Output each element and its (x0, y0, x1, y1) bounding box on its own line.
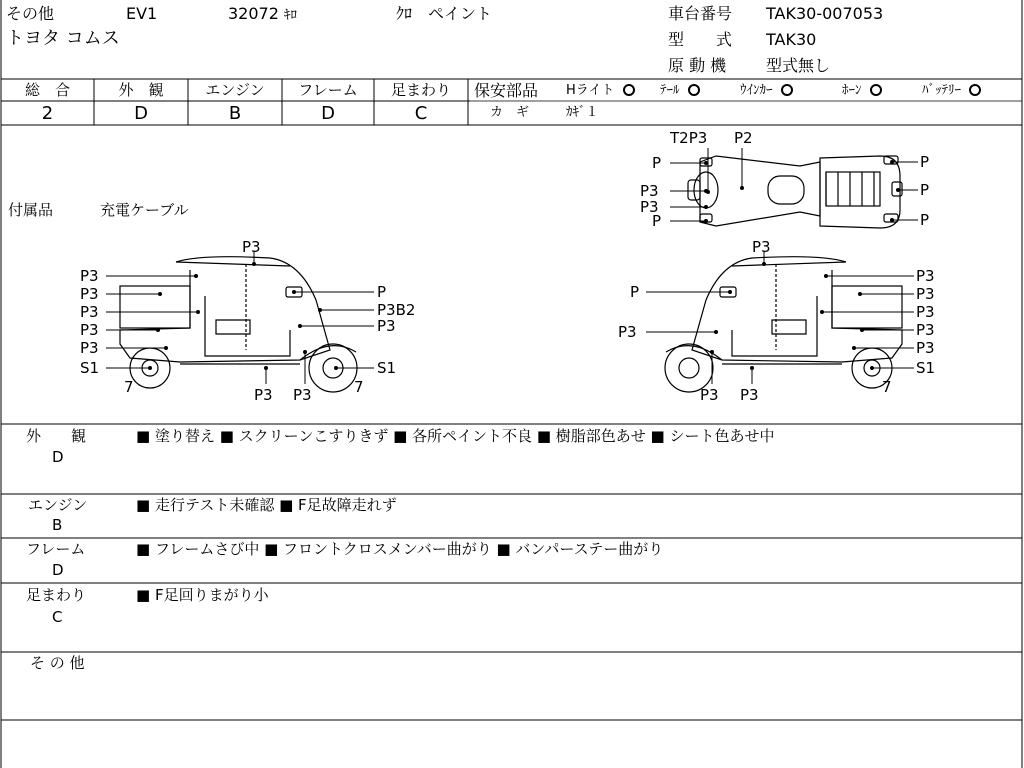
tag-left-num: 7 (124, 378, 134, 396)
tag-left-right-4: S1 (377, 359, 397, 377)
key-label: カ ギ (490, 105, 530, 120)
grade-header-engine: エンジン (205, 81, 265, 99)
engine-label: 原 動 機 (668, 56, 727, 75)
tag-top-left-2: P3 (640, 182, 659, 200)
remark-engine-title: エンジン (28, 496, 88, 514)
safety-item-horn: ﾎｰﾝ (842, 84, 882, 97)
right-side-drawing (665, 257, 902, 392)
left-side-drawing (120, 257, 357, 392)
check-circle-icon (623, 84, 635, 96)
chassis-value: TAK30-007053 (766, 4, 884, 23)
safety-item-tail: ﾃｰﾙ (660, 84, 700, 97)
tag-top-right-2: P (920, 181, 930, 199)
tag-left-3: P3 (80, 303, 99, 321)
tag-right-left-2: P3 (618, 323, 637, 341)
tag-left-2: P3 (80, 285, 99, 303)
type-label: 型 式 (668, 30, 733, 49)
tag-left-6: S1 (80, 359, 100, 377)
model-code-text: EV1 (126, 4, 158, 23)
category-text: その他 (6, 4, 55, 23)
remark-exterior-title: 外 観 (26, 427, 87, 445)
tag-right-2: P3 (916, 285, 935, 303)
accessories-label: 付属品 (8, 201, 54, 219)
type-value: TAK30 (766, 30, 817, 49)
tag-right-4: P3 (916, 321, 935, 339)
safety-item-headlight: Hライト (566, 84, 635, 97)
tag-left-bottom-1: P3 (254, 386, 273, 404)
tag-right-bottom-2: P3 (740, 386, 759, 404)
remark-frame-title: フレーム (26, 540, 86, 558)
tag-right-top: P3 (752, 238, 771, 256)
accessories-value: 充電ケーブル (100, 201, 189, 219)
key-value: ｶｷﾞ１ (566, 105, 599, 120)
safety-title: 保安部品 (474, 81, 539, 100)
grade-header-suspension: 足まわり (390, 81, 451, 99)
check-circle-icon (688, 84, 700, 96)
tag-left-right-3: P3 (377, 317, 396, 335)
tag-right-6: S1 (916, 359, 936, 377)
remark-frame-text: ■ フレームさび中 ■ フロントクロスメンバー曲がり ■ バンパーステー曲がり (136, 540, 664, 558)
tag-right-1: P3 (916, 267, 935, 285)
remark-other-title: そ の 他 (30, 654, 85, 672)
tag-right-3: P3 (916, 303, 935, 321)
remark-engine-grade: B (52, 516, 63, 534)
tag-left-4: P3 (80, 321, 99, 339)
tag-right-num: 7 (882, 378, 892, 396)
grade-value-engine: B (228, 103, 242, 124)
grade-value-exterior: D (134, 103, 148, 124)
tag-top-right-3: P (920, 211, 930, 229)
remark-exterior-grade: D (52, 448, 64, 466)
tag-left-right-2: P3B2 (377, 301, 416, 319)
tag-top-t2p3: T2P3 (670, 129, 708, 147)
grade-value-frame: D (321, 103, 335, 124)
tag-top-left-1: P (652, 154, 662, 172)
grade-header-exterior: 外 観 (118, 81, 164, 99)
check-circle-icon (781, 84, 793, 96)
tag-top-p2: P2 (734, 129, 753, 147)
safety-item-battery: ﾊﾞｯﾃﾘｰ (922, 84, 981, 97)
check-circle-icon (969, 84, 981, 96)
safety-item-winker: ｳｲﾝｶｰ (740, 84, 793, 97)
grade-header-total: 総 合 (24, 81, 70, 99)
tag-top-left-3: P3 (640, 198, 659, 216)
mileage-text (228, 6, 297, 22)
remark-suspension-text: ■ F足回りまがり小 (136, 586, 269, 604)
tag-left-bottom-2: P3 (293, 386, 312, 404)
color-text: ｸﾛ ペイント (396, 4, 493, 23)
mileage-unit: ｷﾛ (284, 8, 297, 23)
remark-suspension-title: 足まわり (26, 586, 87, 604)
remark-suspension-grade: C (52, 608, 63, 626)
tag-left-5: P3 (80, 339, 99, 357)
remark-frame-grade: D (52, 561, 64, 579)
grade-value-suspension: C (414, 103, 428, 124)
engine-value: 型式無し (766, 56, 831, 75)
tag-right-bottom-1: P3 (700, 386, 719, 404)
tag-left-right-num: 7 (354, 378, 364, 396)
grade-value-total: 2 (41, 103, 54, 124)
tag-top-left-4: P (652, 212, 662, 230)
check-circle-icon (870, 84, 882, 96)
tag-left-1: P3 (80, 267, 99, 285)
top-view-drawing (688, 156, 902, 228)
grade-header-frame: フレーム (298, 81, 358, 99)
maker-model-title: トヨタ コムス (6, 28, 120, 49)
tag-top-right-1: P (920, 153, 930, 171)
tag-right-left-1: P (630, 283, 640, 301)
tag-left-top: P3 (242, 238, 261, 256)
chassis-label: 車台番号 (668, 4, 733, 23)
tag-right-5: P3 (916, 339, 935, 357)
mileage-value: 32072 (228, 4, 279, 23)
remark-exterior-text: ■ 塗り替え ■ スクリーンこすりきず ■ 各所ペイント不良 ■ 樹脂部色あせ ■ シート色あせ中 (136, 427, 775, 445)
tag-left-right-1: P (377, 283, 387, 301)
remark-engine-text: ■ 走行テスト未確認 ■ F足故障走れず (136, 496, 397, 514)
